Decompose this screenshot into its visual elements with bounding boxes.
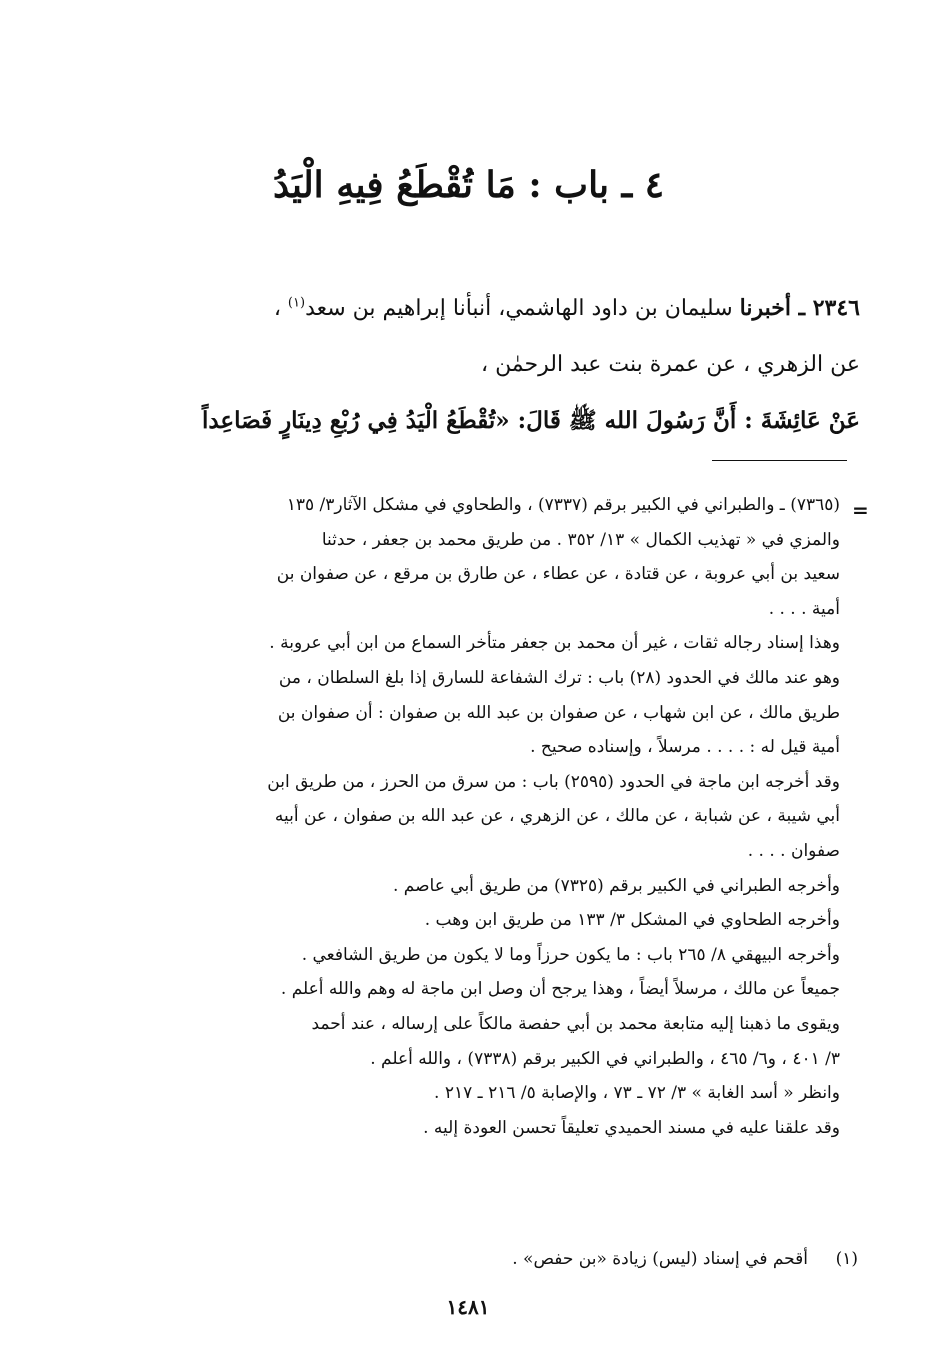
chapter-title: ٤ ـ باب : مَا تُقْطَعُ فِيهِ الْيَدُ xyxy=(272,164,665,206)
note-line: جميعاً عن مالك ، مرسلاً أيضاً ، وهذا يرجح أن وصل ابن ماجة له وهم والله أعلم . xyxy=(280,979,840,1000)
footnote-reference: (١) xyxy=(287,295,306,311)
note-line: ويقوى ما ذهبنا إليه متابعة محمد بن أبي حفصة مالكاً على إرساله ، عند أحمد xyxy=(311,1013,840,1034)
footnote xyxy=(78,1244,858,1274)
page-number: ١٤٨١ xyxy=(446,1295,490,1319)
hadith-lead-word: أخبرنا xyxy=(739,295,791,321)
note-line: صفوان . . . . xyxy=(747,840,840,861)
note-line: والمزي في « تهذيب الكمال » ١٣/ ٣٥٢ . من طريق محمد بن جعفر ، حدثنا xyxy=(321,529,840,550)
footnote-separator xyxy=(712,460,847,461)
hadith-line-1 xyxy=(60,280,860,337)
note-line: وقد أخرجه ابن ماجة في الحدود (٢٥٩٥) باب : من سرق من الحرز ، من طريق ابن xyxy=(267,771,840,792)
hadith-block xyxy=(60,280,860,449)
hadith-number: ٢٣٤٦ ـ xyxy=(790,295,860,321)
note-line: طريق مالك ، عن ابن شهاب ، عن صفوان بن عبد الله بن صفوان : أن صفوان بن xyxy=(277,702,840,723)
hadith-isnad-1: سليمان بن داود الهاشمي، أنبأنا إبراهيم بن سعد xyxy=(305,296,740,321)
note-line: (٧٣٦٥) ـ والطبراني في الكبير برقم (٧٣٣٧) ، والطحاوي في مشكل الآثار٣/ ١٣٥ xyxy=(286,495,840,515)
note-line: وهو عند مالك في الحدود (٢٨) باب : ترك الشفاعة للسارق إذا بلغ السلطان ، من xyxy=(278,667,840,688)
note-line: وأخرجه الطحاوي في المشكل ٣/ ١٣٣ من طريق ابن وهب . xyxy=(424,910,840,931)
continuation-mark: = xyxy=(852,498,869,522)
note-line: ٣/ ٤٠١ ، و٦/ ٤٦٥ ، والطبراني في الكبير برقم (٧٣٣٨) ، والله أعلم . xyxy=(370,1048,840,1069)
note-line: وأخرجه البيهقي ٨/ ٢٦٥ باب : ما يكون حرزاً وما لا يكون من طريق الشافعي . xyxy=(301,944,840,965)
footnote-text: أقحم في إسناد (ليس) زيادة «بن حفص» . xyxy=(512,1249,808,1269)
commentary-notes xyxy=(78,488,840,1145)
note-line: وانظر « أسد الغابة » ٣/ ٧٢ ـ ٧٣ ، والإصابة ٥/ ٢١٦ ـ ٢١٧ . xyxy=(434,1083,840,1104)
note-line: سعيد بن أبي عروبة ، عن قتادة ، عن عطاء ، عن طارق بن مرقع ، عن صفوان بن xyxy=(276,564,840,585)
note-line: أمية قيل له : . . . . مرسلاً ، وإسناده صحيح . xyxy=(530,737,840,758)
note-line: أبي شيبة ، عن شبابة ، عن مالك ، عن الزهري ، عن عبد الله بن صفوان ، عن أبيه xyxy=(274,806,840,827)
note-line: وهذا إسناد رجاله ثقات ، غير أن محمد بن جعفر متأخر السماع من ابن أبي عروبة . xyxy=(269,633,840,654)
hadith-matn: عَنْ عَائِشَةَ : أَنَّ رَسُولَ الله ﷺ قَالَ: «تُقْطَعُ الْيَدُ فِي رُبْعِ دِينَارٍ فَصَاعِداً xyxy=(201,407,860,434)
hadith-line-2: عن الزهري ، عن عمرة بنت عبد الرحمٰن ، xyxy=(480,352,860,377)
note-line: وأخرجه الطبراني في الكبير برقم (٧٣٢٥) من طريق أبي عاصم . xyxy=(392,875,840,896)
hadith-isnad-1-end: ، xyxy=(273,296,288,321)
note-line: أمية . . . . xyxy=(768,598,840,619)
footnote-number: (١) xyxy=(835,1249,858,1269)
note-line: وقد علقنا عليه في مسند الحميدي تعليقاً تحسن العودة إليه . xyxy=(423,1117,840,1138)
